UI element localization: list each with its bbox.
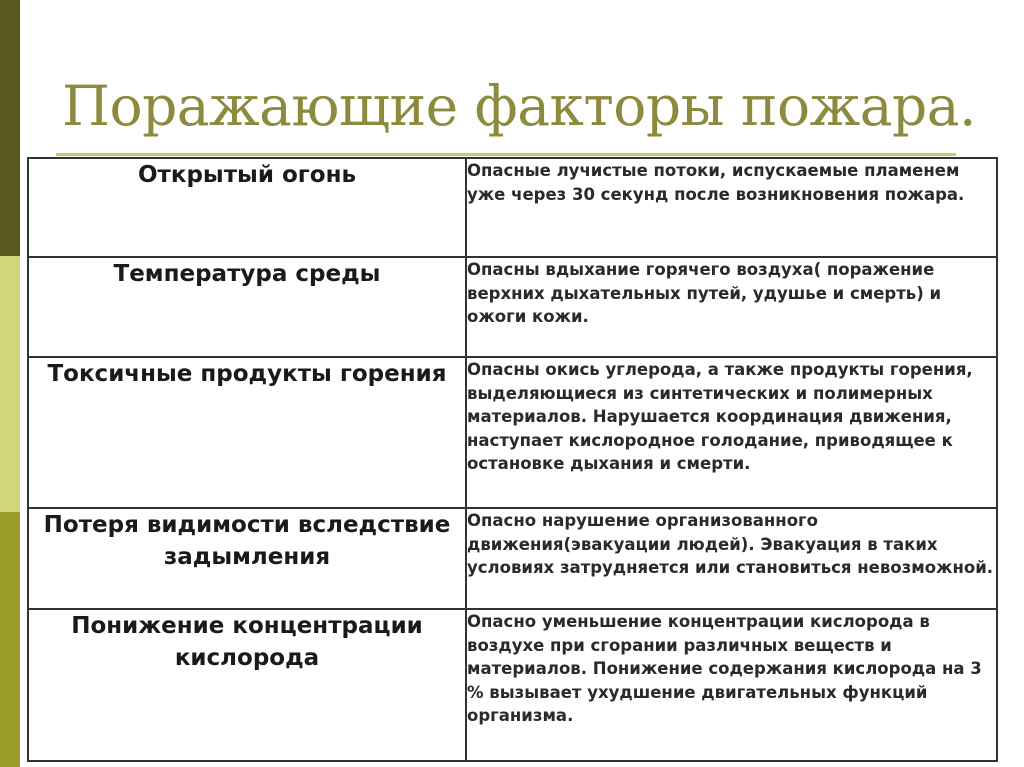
factor-name: Токсичные продукты горения — [28, 357, 466, 508]
factor-description: Опасны вдыхание горячего воздуха( поражение верхних дыхательных путей, удушье и смерть) и ожоги кожи. — [466, 257, 997, 357]
fire-factors-table — [27, 157, 998, 762]
slide-title: Поражающие факторы пожара. — [62, 74, 977, 138]
factor-description: Опасно уменьшение концентрации кислорода в воздухе при сгорании различных веществ и материалов. Понижение содержания кислорода на 3 % вызывает ухудшение двигательных функций организма. — [466, 609, 997, 761]
factor-name: Открытый огонь — [28, 158, 466, 257]
factor-description: Опасные лучистые потоки, испускаемые пламенем уже через 30 секунд после возникновения пожара. — [466, 158, 997, 257]
table-row — [28, 609, 997, 761]
table-row — [28, 158, 997, 257]
table-row — [28, 508, 997, 609]
factor-name: Понижение концентрации кислорода — [28, 609, 466, 761]
factor-name: Потеря видимости вследствие задымления — [28, 508, 466, 609]
side-accent-bar-bottom — [0, 512, 20, 767]
side-accent-bar-middle — [0, 256, 20, 512]
side-accent-bar-top — [0, 0, 20, 256]
factor-description: Опасно нарушение организованного движения(эвакуации людей). Эвакуация в таких условиях затрудняется или становиться невозможной. — [466, 508, 997, 609]
title-underline — [56, 153, 956, 156]
table-row — [28, 357, 997, 508]
factor-name: Температура среды — [28, 257, 466, 357]
factor-description: Опасны окись углерода, а также продукты горения, выделяющиеся из синтетических и полимерных материалов. Нарушается координация движения, наступает кислородное голодание, приводящее к остановке дыхания и смерти. — [466, 357, 997, 508]
table-row — [28, 257, 997, 357]
